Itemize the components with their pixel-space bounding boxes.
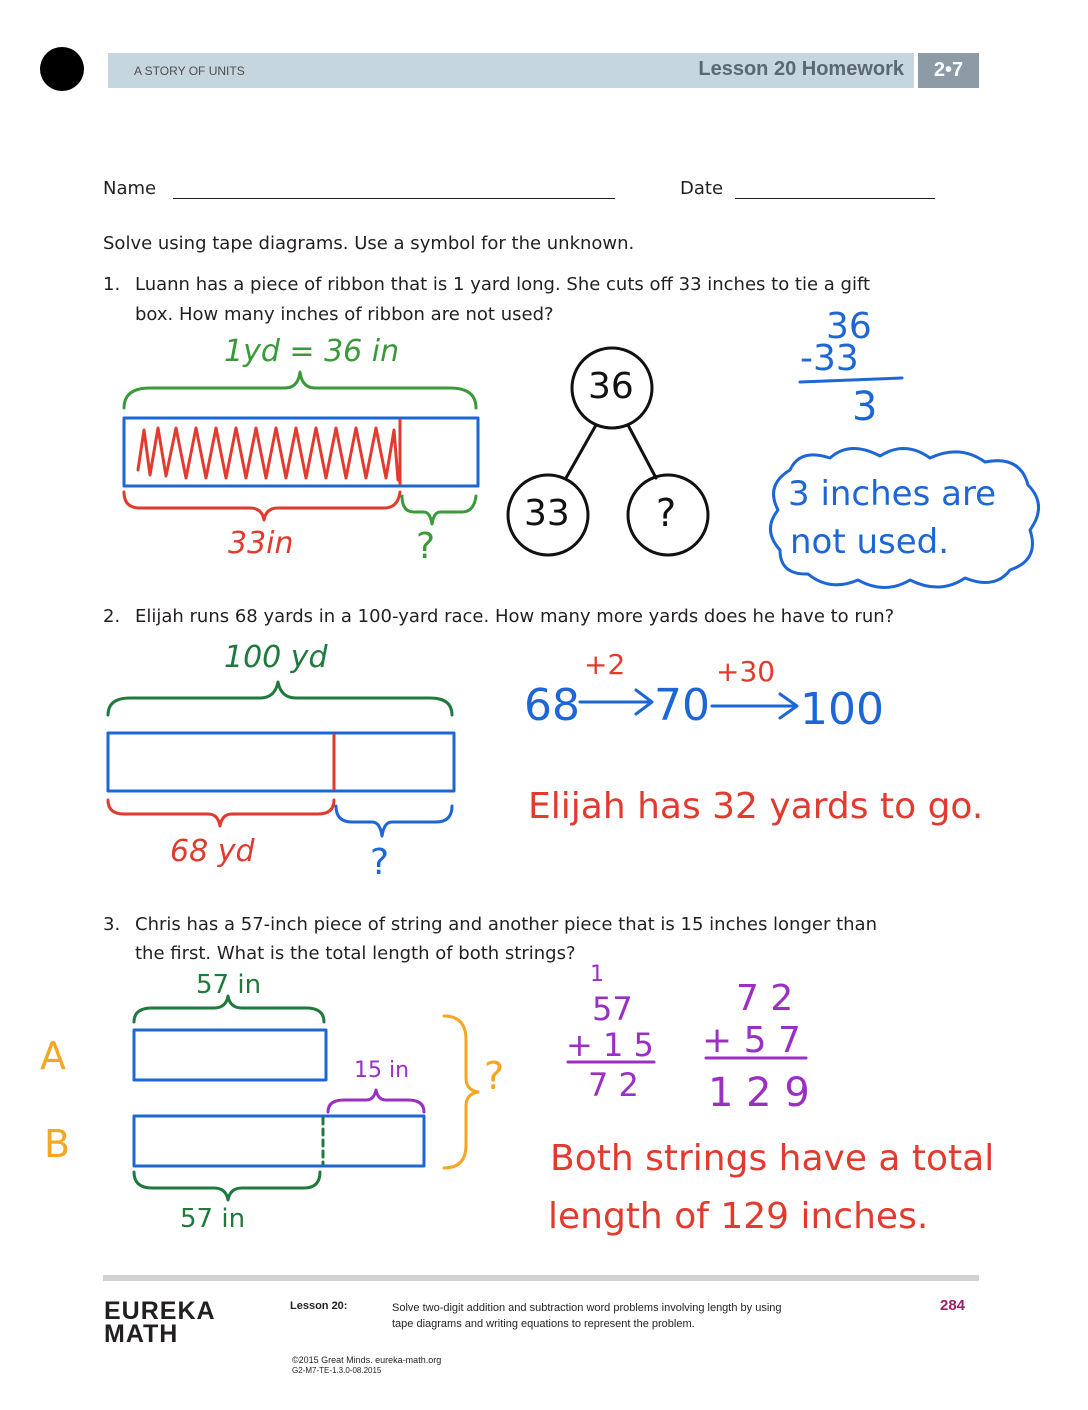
p3-answer-line1: Both strings have a total [550, 1138, 995, 1179]
problem-3-text-line2: the first. What is the total length of both strings? [135, 943, 576, 964]
problem-1-number: 1. [103, 274, 121, 295]
page-number: 284 [940, 1297, 966, 1314]
series-title: A STORY OF UNITS [134, 64, 245, 78]
p3-bottom-brace [134, 1172, 320, 1200]
p3-add1-bottom: + 1 5 [566, 1026, 654, 1064]
p1-unknown: ? [416, 526, 436, 567]
footer-copyright: ©2015 Great Minds. eureka-math.org [292, 1355, 442, 1365]
p1-bottom-label: 33in [228, 526, 294, 561]
p3-tape-a [134, 1030, 326, 1080]
p3-answer-line2: length of 129 inches. [548, 1196, 929, 1237]
p1-calc-sub: -33 [800, 338, 859, 379]
p3-top-label: 57 in [196, 970, 262, 1000]
p2-answer: Elijah has 32 yards to go. [528, 786, 984, 827]
footer-code: G2-M7-TE-1.3.0-08.2015 [292, 1366, 382, 1375]
p3-add2-top: 7 2 [736, 978, 794, 1019]
p2-bottom-label: 68 yd [170, 834, 255, 869]
p3-label-a: A [40, 1034, 66, 1078]
instructions: Solve using tape diagrams. Use a symbol for the unknown. [103, 233, 635, 254]
p1-answer-cloud [770, 448, 1038, 587]
p1-top-label: 1yd = 36 in [224, 334, 400, 369]
p2-bottom-brace-red [108, 800, 334, 826]
footer-rule [103, 1275, 979, 1281]
problem-2-number: 2. [103, 606, 121, 627]
p2-step-plus30: +30 [716, 655, 776, 688]
p2-unknown: ? [370, 842, 390, 883]
p1-top-brace [124, 372, 476, 408]
p1-bottom-brace-green [402, 496, 476, 524]
p3-extra-label: 15 in [354, 1058, 410, 1083]
p2-top-label: 100 yd [224, 640, 328, 675]
date-label: Date [680, 178, 724, 199]
problem-3-number: 3. [103, 914, 121, 935]
p1-bond-part: 33 [524, 493, 570, 534]
p3-right-brace [444, 1016, 478, 1168]
p3-extra-brace [328, 1090, 424, 1112]
p3-bottom-label: 57 in [180, 1204, 246, 1234]
p2-number-70: 70 [654, 680, 710, 731]
p3-carry: 1 [590, 962, 604, 987]
p3-add2-bottom: + 5 7 [702, 1020, 801, 1061]
logo-line2: MATH [104, 1320, 179, 1348]
p2-top-brace [108, 682, 452, 715]
problem-3-text-line1: Chris has a 57-inch piece of string and another piece that is 15 inches longer than [135, 914, 877, 935]
p2-tape [108, 733, 454, 791]
p1-scribble-fill [138, 428, 398, 480]
p1-bond-whole: 36 [588, 366, 634, 407]
p2-arrow-2 [712, 694, 797, 718]
problem-2-text-line1: Elijah runs 68 yards in a 100-yard race. How many more yards does he have to run? [135, 606, 895, 627]
p2-bottom-brace-blue [336, 806, 452, 836]
p1-answer-line1: 3 inches are [788, 474, 997, 514]
footer-lesson-label: Lesson 20: [290, 1300, 348, 1312]
p2-arrow-1 [580, 690, 652, 714]
p1-calc-top: 36 [826, 306, 872, 347]
p1-bottom-brace-red [124, 492, 400, 520]
footer-objective: Solve two-digit addition and subtraction word problems involving length by using tape diagrams and writing equations to represent the problem. [392, 1302, 782, 1330]
p1-answer-line2: not used. [790, 522, 950, 562]
p3-add1-top: 57 [592, 990, 633, 1028]
p1-calc-result: 3 [852, 384, 878, 430]
logo-line1: EUREKA [104, 1297, 216, 1325]
lesson-title: Lesson 20 Homework [698, 58, 904, 80]
p1-bond-unknown: ? [656, 491, 677, 535]
p3-add2-result: 1 2 9 [708, 1070, 810, 1116]
eureka-math-logo [104, 1297, 216, 1348]
p3-unknown: ? [484, 1054, 505, 1098]
problem-1-text-line1: Luann has a piece of ribbon that is 1 yard long. She cuts off 33 inches to tie a gift [135, 274, 871, 295]
p3-tape-b [134, 1116, 424, 1166]
p3-label-b: B [44, 1122, 71, 1166]
p2-number-68: 68 [524, 680, 580, 731]
grade-module-badge: 2•7 [918, 53, 979, 88]
p2-number-100: 100 [800, 684, 884, 735]
problem-1-text-line2: box. How many inches of ribbon are not used? [135, 304, 554, 325]
p3-add1-result: 7 2 [588, 1066, 639, 1104]
p2-step-plus2: +2 [584, 648, 626, 681]
name-label: Name [103, 178, 157, 199]
